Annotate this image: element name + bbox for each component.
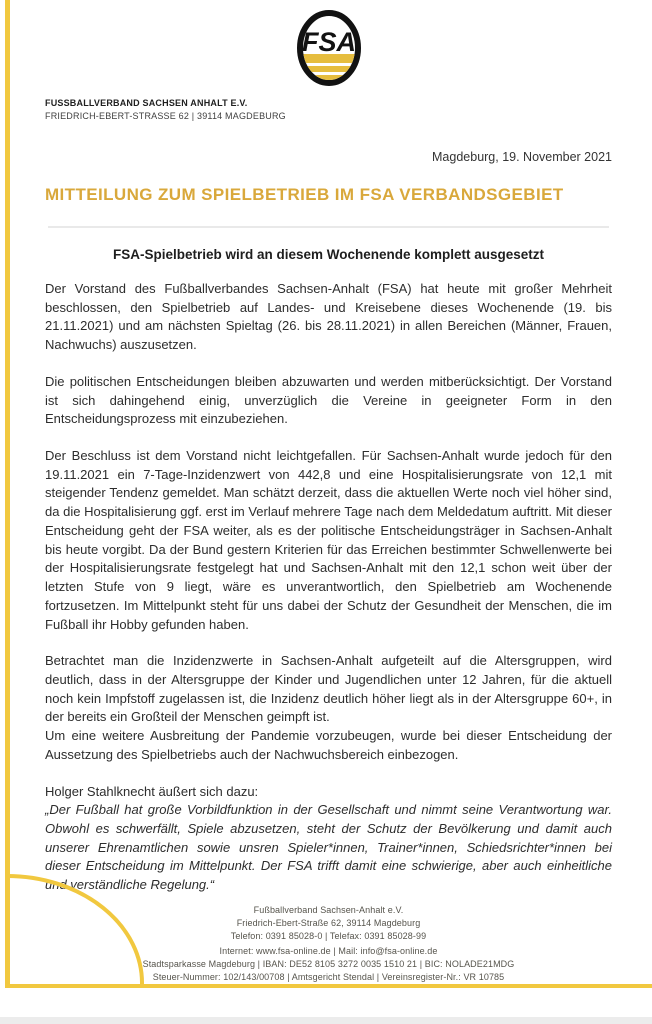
subtitle: FSA-Spielbetrieb wird an diesem Wochenende komplett ausgesetzt: [112, 247, 545, 262]
footer-line: Telefon: 0391 85028-0 | Telefax: 0391 85028-99: [230, 930, 427, 941]
footer-line: Internet: www.fsa-online.de | Mail: info@fsa-online.de: [219, 946, 438, 957]
body-paragraph: Die politischen Entscheidungen bleiben abzuwarten und werden mitberücksichtigt. Der Vorstand ist sich dahingehend einig, unverzüglich die Vereine in geeigneter Form in den Entscheidungsprozess mit einzubeziehen.: [45, 373, 612, 427]
page-title: MITTEILUNG ZUM SPIELBETRIEB IM FSA VERBANDSGEBIET: [45, 185, 564, 204]
footer-line: Friedrich-Ebert-Straße 62, 39114 Magdeburg: [236, 917, 421, 928]
bottom-accent-line: [5, 984, 652, 988]
org-address: FRIEDRICH-EBERT-STRASSE 62 | 39114 MAGDEBURG: [45, 111, 286, 121]
fsa-logo-icon: [297, 10, 361, 86]
bottom-gray-strip: [0, 1017, 652, 1024]
footer-line: Fußballverband Sachsen-Anhalt e.V.: [253, 904, 404, 915]
quote-text: „Der Fußball hat große Vorbildfunktion in der Gesellschaft und nimmt seine Verantwortung war. Obwohl es schwerfällt, Spiele abzusetzen, steht der Schutz der Bevölkerung und damit auch unserer Ehrenamtlichen sowie unsren Spieler*innen, Trainer*innen, Schiedsrichter*innen bei dieser Entscheidung im Mittelpunkt. Der FSA trifft damit eine schwierige, aber auch einheitliche und verständliche Regelung.“: [45, 802, 612, 893]
body-paragraph: Betrachtet man die Inzidenzwerte in Sachsen-Anhalt aufgeteilt auf die Altersgruppen, wird deutlich, dass in der Altersgruppe der Kinder und Jugendlichen unter 12 Jahren, für die aktuell noch kein Impfstoff zugelassen ist, die Inzidenz deutlich höher liegt als in der Altersgruppe 60+, in der bereits ein Großteil der Menschen geimpft ist.: [45, 653, 612, 725]
footer-line: Steuer-Nummer: 102/143/00708 | Amtsgericht Stendal | Vereinsregister-Nr.: VR 10785: [152, 972, 505, 983]
logo-text: FSA: [301, 27, 356, 57]
quote-intro: Holger Stahlknecht äußert sich dazu:: [45, 783, 259, 799]
dateline: Magdeburg, 19. November 2021: [432, 150, 612, 164]
logo-container: [45, 10, 612, 86]
body-paragraph: Um eine weitere Ausbreitung der Pandemie vorzubeugen, wurde bei dieser Entscheidung der Aussetzung des Spielbetriebs auch der Nachwuchsbereich einbezogen.: [45, 728, 612, 762]
title-divider: [48, 226, 609, 228]
corner-arc-decoration: [5, 874, 147, 986]
body-paragraph: Der Beschluss ist dem Vorstand nicht leichtgefallen. Für Sachsen-Anhalt wurde jedoch für den 19.11.2021 ein 7-Tage-Inzidenzwert von 442,8 und eine Hospitalisierungsrate von 12,1 mit steigender Tendenz gemeldet. Man schätzt derzeit, dass die aktuellen Werte noch viel höher sind, da die Hospitalisierung ggf. erst im Verlauf mehrere Tage nach dem Meldedatum auftritt. Mit dieser Entscheidung geht der FSA weiter, als es der politische Entscheidungsträger in Sachsen-Anhalt bis heute vorgibt. Da der Bund gestern Kriterien für das Erreichen bestimmter Schwellenwerte bei der Hospitalisierungsrate festgelegt hat und Sachsen-Anhalt mit den 12,1 schon weit über der letzten Stufe von 9 liegt, wäre es unverantwortlich, den Spielbetrieb am Wochenende fortzusetzen. Im Mittelpunkt steht für uns dabei der Schutz der Gesundheit der Menschen, die im Fußball ihr Hobby gefunden haben.: [45, 448, 612, 632]
org-name: FUSSBALLVERBAND SACHSEN ANHALT E.V.: [45, 98, 248, 108]
letter-content: [45, 0, 612, 984]
letterhead: [45, 98, 612, 121]
left-accent-line: [5, 0, 10, 984]
footer-line: Stadtsparkasse Magdeburg | IBAN: DE52 8105 3272 0035 1510 21 | BIC: NOLADE21MDG: [142, 959, 515, 970]
body-paragraph: Der Vorstand des Fußballverbandes Sachsen-Anhalt (FSA) hat heute mit großer Mehrheit beschlossen, den Spielbetrieb auf Landes- und Kreisebene dieses Wochenende (19. bis 21.11.2021) und am nächsten Spieltag (26. bis 28.11.2021) in allen Bereichen (Männer, Frauen, Nachwuchs) auszusetzen.: [45, 281, 612, 353]
